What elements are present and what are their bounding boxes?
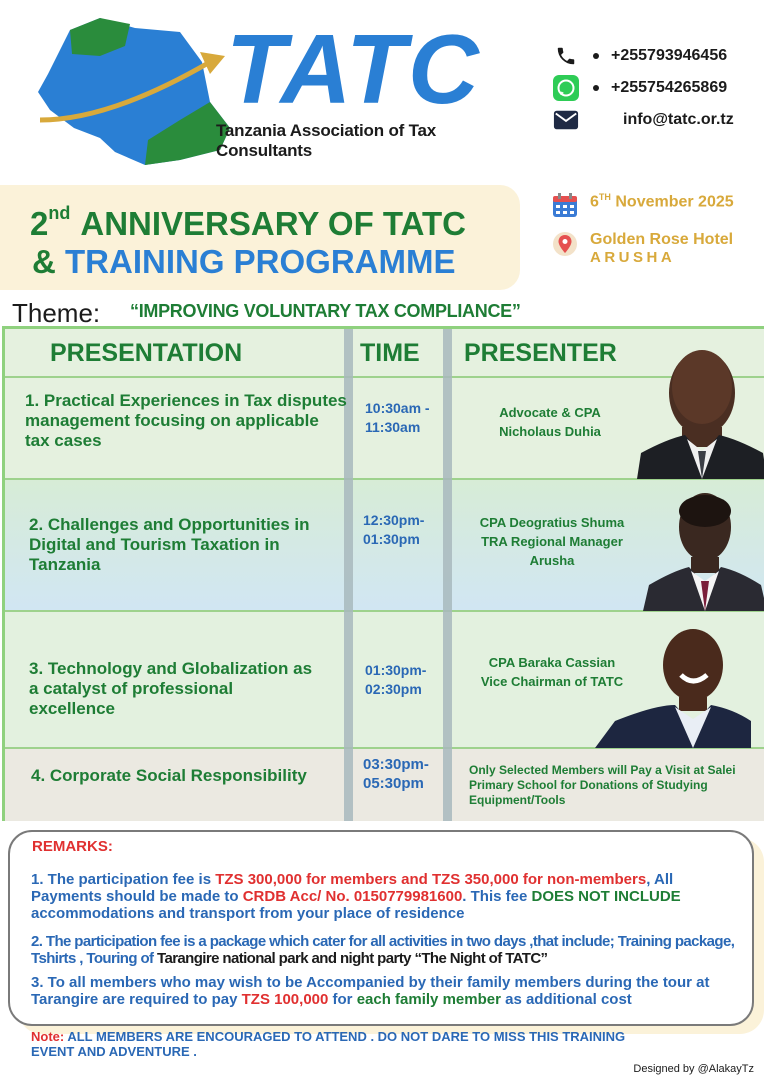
bullet-dot [593, 85, 599, 91]
note-label: Note: [31, 1029, 65, 1044]
anniversary-number: 2 [30, 205, 49, 242]
phone-number[interactable]: +255793946456 [611, 47, 728, 64]
event-date [552, 192, 762, 223]
programme-table [2, 326, 764, 821]
training-programme-text: TRAINING PROGRAMME [65, 243, 456, 280]
title-ampersand: & [32, 243, 56, 280]
session-time: 03:30pm- 05:30pm [363, 756, 429, 792]
presenter-name: Advocate & CPA Nicholaus Duhia [499, 405, 601, 439]
title-line-2 [32, 243, 456, 281]
presentation-title: 1. Practical Experiences in Tax disputes management focusing on applicable tax cases [25, 391, 347, 450]
presenter-photo [637, 335, 764, 479]
event-info [552, 192, 762, 267]
email-address[interactable]: info@tatc.or.tz [623, 111, 734, 128]
contact-whatsapp [553, 72, 758, 104]
presenter-photo [595, 621, 751, 748]
note-text: ALL MEMBERS ARE ENCOURAGED TO ATTEND . DO NOT DARE TO MISS THIS TRAINING EVENT AND ADVENTURE . [31, 1029, 626, 1059]
remark-3: 3. To all members who may wish to be Accompanied by their family members during the tour at Tarangire are required to pay TZS 100,000 for each family member as additional cost [31, 974, 710, 1008]
remark-2: 2. The participation fee is a package which cater for all activities in two days ,that include; Training package, Tshirts , Touring of Tarangire national park and night party “The Night of TATC” [31, 933, 735, 967]
session-time: 01:30pm- 02:30pm [365, 662, 427, 697]
presentation-title: 3. Technology and Globalization as a catalyst of professional excellence [29, 659, 313, 718]
whatsapp-icon [553, 75, 579, 101]
session-time: 12:30pm- 01:30pm [363, 512, 425, 547]
venue-city: ARUSHA [590, 249, 676, 266]
location-pin-icon [552, 231, 578, 262]
session-time: 10:30am - 11:30am [365, 400, 430, 435]
date-text: 6TH November 2025 [590, 192, 734, 211]
tatc-logo [30, 10, 500, 170]
contact-block [553, 40, 758, 136]
header-time: TIME [360, 339, 420, 367]
header-presenter: PRESENTER [464, 339, 617, 367]
column-divider [443, 329, 452, 821]
presentation-title: 4. Corporate Social Responsibility [31, 766, 307, 785]
phone-icon [553, 43, 579, 69]
contact-email [553, 104, 758, 136]
remarks-title: REMARKS: [32, 838, 113, 855]
mail-icon [553, 107, 579, 133]
bullet-dot [593, 53, 599, 59]
theme-text: “IMPROVING VOLUNTARY TAX COMPLIANCE” [130, 301, 521, 321]
presenter-name: CPA Deogratius Shuma TRA Regional Manager Arusha [479, 515, 625, 568]
contact-phone [553, 40, 758, 72]
presenter-photo [643, 481, 764, 611]
venue-name: Golden Rose Hotel [590, 231, 734, 248]
designer-credit: Designed by @AlakayTz [633, 1063, 754, 1075]
event-venue [552, 231, 762, 267]
presentation-title: 2. Challenges and Opportunities in Digital and Tourism Taxation in Tanzania [29, 515, 310, 574]
theme-label: Theme: [12, 298, 101, 328]
presenter-name: CPA Baraka Cassian Vice Chairman of TATC [480, 655, 624, 689]
anniversary-text: ANNIVERSARY OF TATC [80, 205, 466, 242]
whatsapp-number[interactable]: +255754265869 [611, 79, 728, 96]
presenter-name: Only Selected Members will Pay a Visit at Salei Primary School for Donations of Studying Equipment/Tools [469, 763, 736, 807]
header-presentation: PRESENTATION [50, 339, 243, 367]
remark-1: 1. The participation fee is TZS 300,000 for members and TZS 350,000 for non-members, All Payments should be made to CRDB Acc/ No. 0150779981600. This fee DOES NOT INCLUDE accommodations and transport from your place of residence [31, 871, 681, 922]
logo-subtitle: Tanzania Association of Tax Consultants [216, 121, 437, 160]
calendar-icon [552, 192, 578, 223]
anniversary-suffix: nd [48, 203, 71, 223]
title-line-1 [30, 203, 466, 243]
logo-wordmark: TATC [226, 14, 481, 124]
footer-note [31, 1029, 651, 1059]
venue-text [590, 231, 733, 267]
